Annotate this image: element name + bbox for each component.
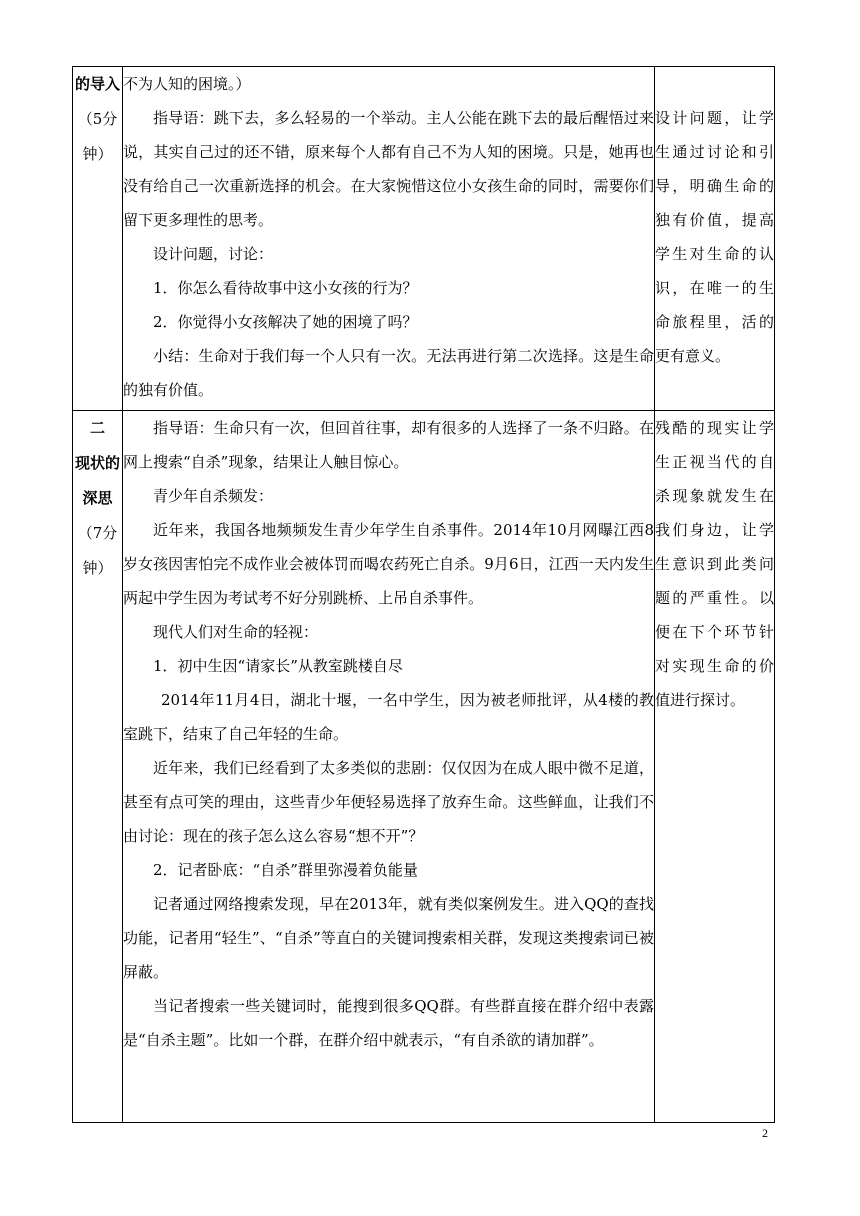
paragraph: 指导语：生命只有一次，但回首往事，却有很多的人选择了一条不归路。在网上搜索“自杀”现象，结果让人触目惊心。 <box>123 419 654 471</box>
stage-label-cell <box>73 67 123 411</box>
stage-duration: （7分钟） <box>77 524 118 577</box>
paragraph: 小结：生命对于我们每一个人只有一次。无法再进行第二次选择。这是生命的独有价值。 <box>123 347 654 399</box>
design-intent-text: 残酷的现实让学生正视当代的自杀现象就发生在我们身边，让学生意识到此类问题的严重性。以便在下个环节针对实现生命的价值进行探讨。 <box>655 419 774 709</box>
paragraph: 2．记者卧底：“自杀”群里弥漫着负能量 <box>153 861 418 879</box>
teaching-content-cell <box>123 67 655 411</box>
design-intent-cell <box>655 67 775 411</box>
lesson-plan-table <box>72 66 775 1123</box>
stage-duration: （5分钟） <box>77 110 118 163</box>
paragraph: 近年来，我们已经看到了太多类似的悲剧：仅仅因为在成人眼中微不足道，甚至有点可笑的理由，这些青少年便轻易选择了放弃生命。这些鲜血，让我们不由讨论：现在的孩子怎么这么容易“想不开”？ <box>123 759 654 845</box>
paragraph: 指导语：跳下去，多么轻易的一个举动。主人公能在跳下去的最后醒悟过来说，其实自己过的还不错，原来每个人都有自己不为人知的困境。只是，她再也没有给自己一次重新选择的机会。在大家惋惜这位小女孩生命的同时，需要你们留下更多理性的思考。 <box>123 109 654 229</box>
table-row <box>73 411 775 1123</box>
stage-title: 的导入 <box>74 75 120 93</box>
paragraph: 1．你怎么看待故事中这小女孩的行为？ <box>153 279 418 297</box>
paragraph: 2．你觉得小女孩解决了她的困境了吗？ <box>153 313 418 331</box>
paragraph: 近年来，我国各地频频发生青少年学生自杀事件。2014年10月网曝江西8岁女孩因害怕完不成作业会被体罚而喝农药死亡自杀。9月6日，江西一天内发生两起中学生因为考试考不好分别跳桥、上吊自杀事件。 <box>123 521 654 607</box>
design-intent-text: 设计问题，让学生通过讨论和引导，明确生命的独有价值，提高学生对生命的认识，在唯一的生命旅程里，活的更有意义。 <box>655 109 774 365</box>
design-intent-cell <box>655 411 775 1123</box>
table-row <box>73 67 775 411</box>
teaching-content-cell <box>123 411 655 1123</box>
paragraph: 青少年自杀频发： <box>153 487 274 505</box>
paragraph: 现代人们对生命的轻视： <box>153 623 319 641</box>
stage-number: 二 <box>89 419 105 437</box>
paragraph: 2014年11月4日，湖北十堰，一名中学生，因为被老师批评，从4楼的教室跳下，结束了自己年轻的生命。 <box>123 691 654 743</box>
paragraph: 1．初中生因“请家长”从教室跳楼自尽 <box>153 657 403 675</box>
stage-title: 现状的深思 <box>74 454 120 507</box>
stage-label-cell <box>73 411 123 1123</box>
paragraph: 不为人知的困境。） <box>123 75 251 93</box>
page-number: 2 <box>762 1126 768 1140</box>
paragraph: 当记者搜索一些关键词时，能搜到很多QQ群。有些群直接在群介绍中表露是“自杀主题”。比如一个群，在群介绍中就表示，“有自杀欲的请加群”。 <box>123 997 654 1049</box>
paragraph: 记者通过网络搜索发现，早在2013年，就有类似案例发生。进入QQ的查找功能，记者用“轻生”、“自杀”等直白的关键词搜索相关群，发现这类搜索词已被屏蔽。 <box>123 895 654 981</box>
paragraph: 设计问题，讨论： <box>153 245 274 263</box>
